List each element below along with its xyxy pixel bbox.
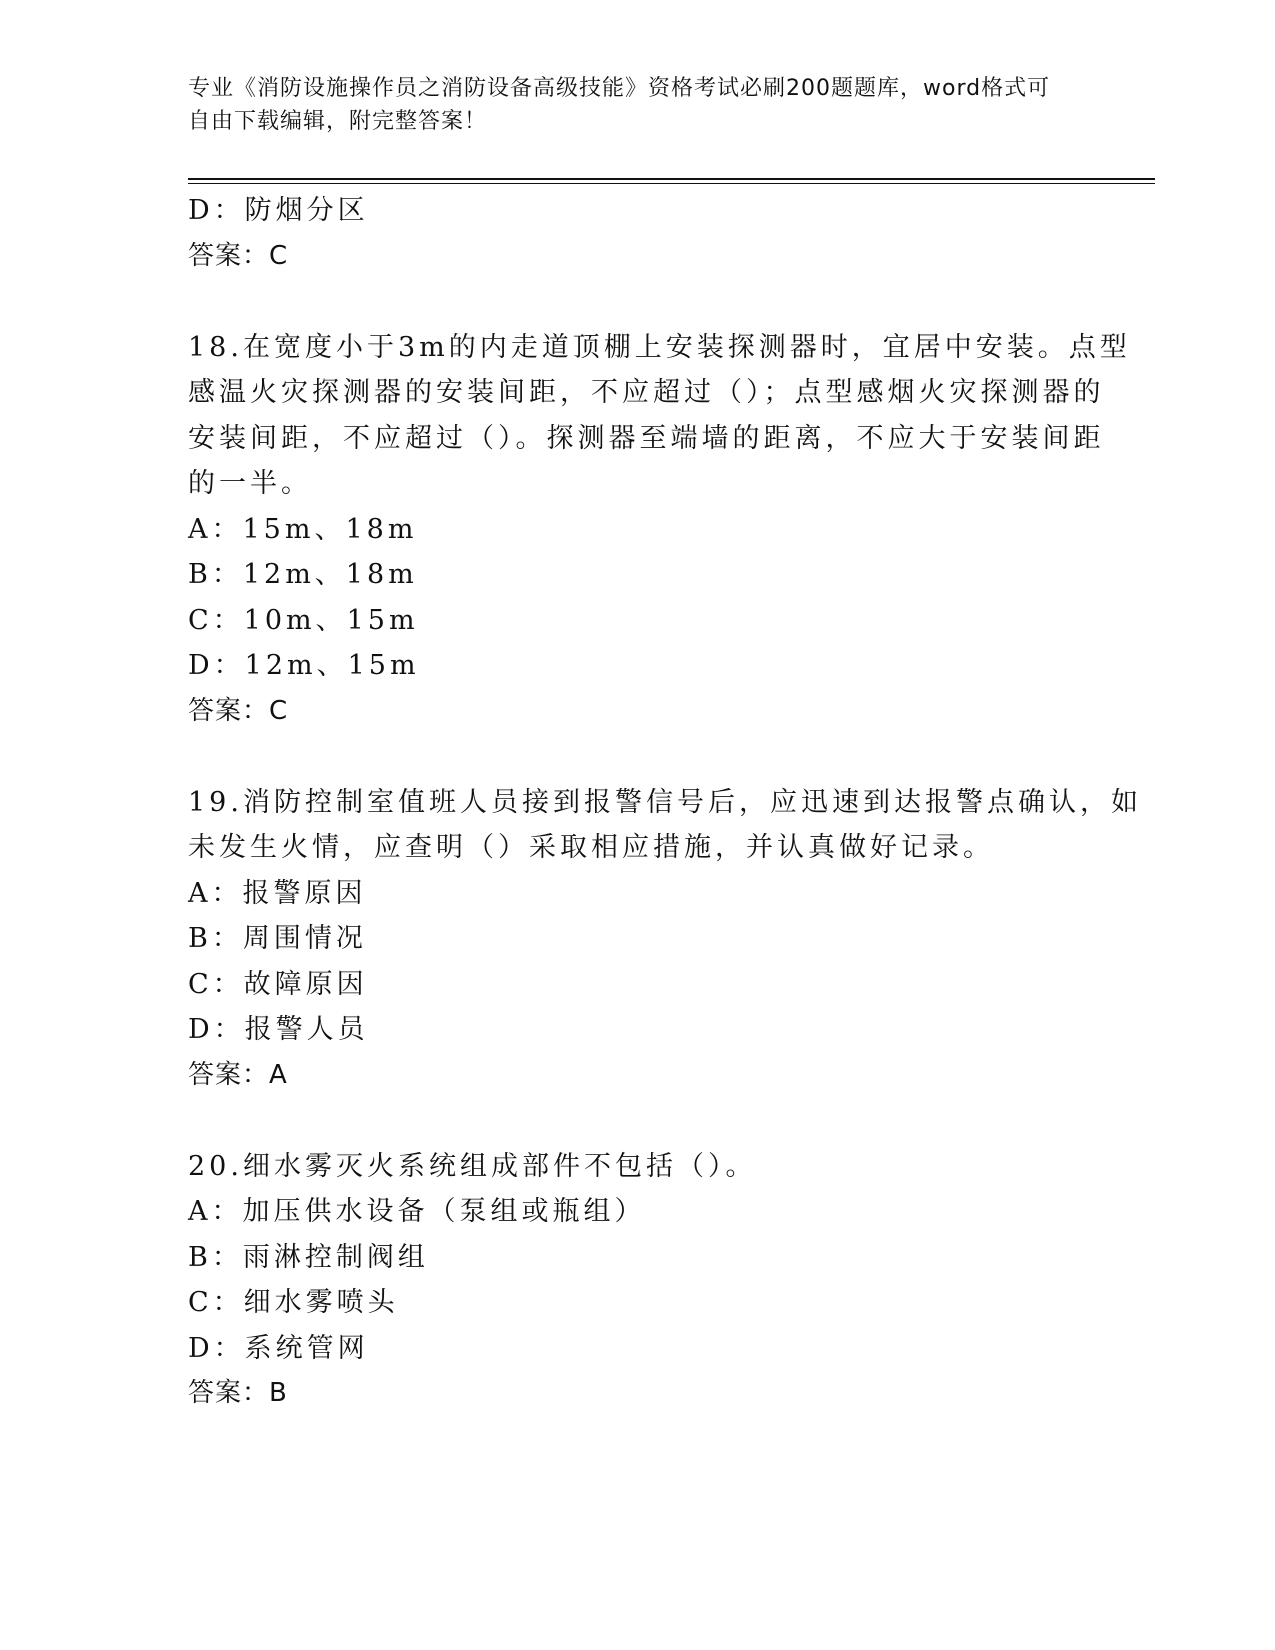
question-stem-line: 感温火灾探测器的安装间距，不应超过（）；点型感烟火灾探测器的 bbox=[188, 377, 1105, 408]
option-c: C：故障原因 bbox=[188, 968, 368, 1000]
question-19 bbox=[188, 780, 1142, 1099]
answer: 答案：C bbox=[188, 695, 289, 726]
question-list bbox=[188, 188, 1142, 1417]
option-b: B：12m、18m bbox=[188, 559, 418, 590]
question-stem-line: 20.细水雾灭火系统组成部件不包括（）。 bbox=[188, 1150, 757, 1182]
option-b: B：雨淋控制阀组 bbox=[188, 1241, 429, 1273]
question-stem-line: 19.消防控制室值班人员接到报警信号后，应迅速到达报警点确认，如 bbox=[188, 786, 1142, 818]
header-rule-thin bbox=[188, 183, 1155, 184]
question-stem-line: 18.在宽度小于3m的内走道顶棚上安装探测器时，宜居中安装。点型 bbox=[188, 331, 1131, 363]
answer: 答案：A bbox=[188, 1059, 288, 1090]
option-a: A：15m、18m bbox=[188, 513, 418, 545]
question-18 bbox=[188, 325, 1131, 735]
option-a: A：报警原因 bbox=[188, 877, 367, 909]
question-stem-line: 安装间距，不应超过（）。探测器至端墙的距离，不应大于安装间距 bbox=[188, 422, 1105, 454]
option-b: B：周围情况 bbox=[188, 923, 367, 954]
option-d: D：12m、15m bbox=[188, 650, 420, 681]
option-d: D：系统管网 bbox=[188, 1332, 369, 1364]
answer: 答案：B bbox=[188, 1378, 288, 1408]
spacer bbox=[188, 279, 1088, 325]
option-a: A：加压供水设备（泵组或瓶组） bbox=[188, 1196, 646, 1227]
prev-answer: 答案：C bbox=[188, 240, 289, 271]
option-c: C：细水雾喷头 bbox=[188, 1287, 399, 1318]
document-header: 专业《消防设施操作员之消防设备高级技能》资格考试必刷200题题库，word格式可自由下载编辑，附完整答案！ bbox=[188, 76, 1051, 134]
header-rule-thick bbox=[188, 178, 1155, 180]
prev-option-d: D：防烟分区 bbox=[188, 195, 369, 226]
question-stem-line: 未发生火情，应查明（）采取相应措施，并认真做好记录。 bbox=[188, 832, 994, 863]
spacer bbox=[188, 734, 1088, 780]
option-d: D：报警人员 bbox=[188, 1014, 369, 1045]
option-c: C：10m、15m bbox=[188, 604, 419, 636]
question-20 bbox=[188, 1144, 1088, 1417]
spacer bbox=[188, 1098, 1088, 1144]
question-stem-line: 的一半。 bbox=[188, 468, 312, 499]
